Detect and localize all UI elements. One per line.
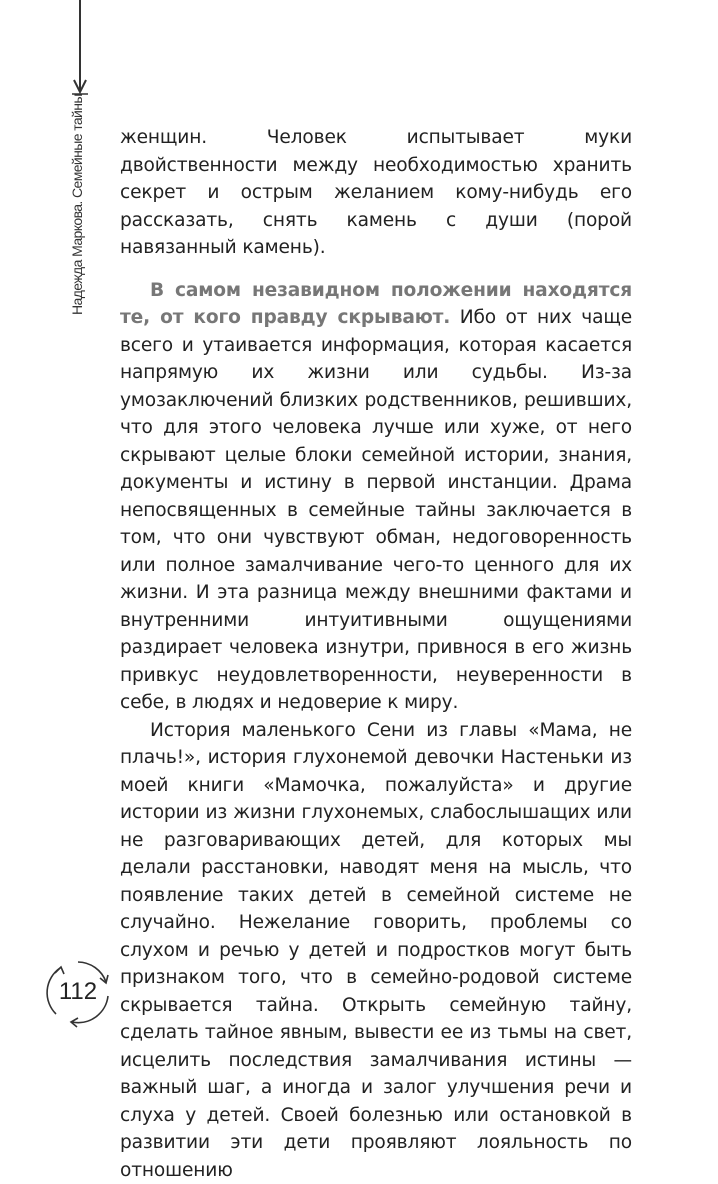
running-head: Надежда Маркова. Семейные тайны bbox=[66, 100, 90, 315]
paragraph: женщин. Человек испытывает муки двойственности между необходимостью хранить секрет и острым желанием кому-нибудь его рассказать, снять камень с души (порой навязанный камень). bbox=[120, 124, 632, 262]
paragraph bbox=[120, 277, 632, 717]
page-number-badge bbox=[42, 956, 114, 1028]
page-number: 112 bbox=[42, 956, 114, 1028]
paragraph: История маленького Сени из главы «Мама, не плачь!», история глухонемой девочки Настеньки из моей книги «Мамочка, пожалуйста» и другие истории из жизни глухонемых, слабослышащих или не разговаривающих детей, для которых мы делали расстановки, наводят меня на мысль, что появление таких детей в семейной системе не случайно. Нежелание говорить, проблемы со слухом и речью у детей и подростков могут быть признаком того, что в семейно-родовой системе скрывается тайна. Открыть семейную тайну, сделать тайное явным, вывести ее из тьмы на свет, исцелить последствия замалчивания истины — важный шаг, а иногда и залог улучшения речи и слуха у детей. Своей болезнью или остановкой в развитии эти дети проявляют лояльность по отношению bbox=[120, 717, 632, 1184]
body-text bbox=[120, 124, 632, 1184]
paragraph-lead: В самом незавидном положении находятся те, от кого правду скрывают. bbox=[120, 280, 632, 329]
paragraph-rest: Ибо от них чаще всего и утаивается информация, которая касается напрямую их жизни или судьбы. Из-за умозаключений близких родственников, решивших, что для этого человека лучше или хуже, от него скрывают целые блоки семейной истории, знания, документы и истину в первой инстанции. Драма непосвященных в семейные тайны заключается в том, что они чувствуют обман, недоговоренность или полное замалчивание чего-то ценного для их жизни. И эта разница между внешними фактами и внутренними интуитивными ощущениями раздирает человека изнутри, привнося в его жизнь привкус неудовлетворенности, неуверенности в себе, в людях и недоверие к миру. bbox=[120, 307, 632, 713]
